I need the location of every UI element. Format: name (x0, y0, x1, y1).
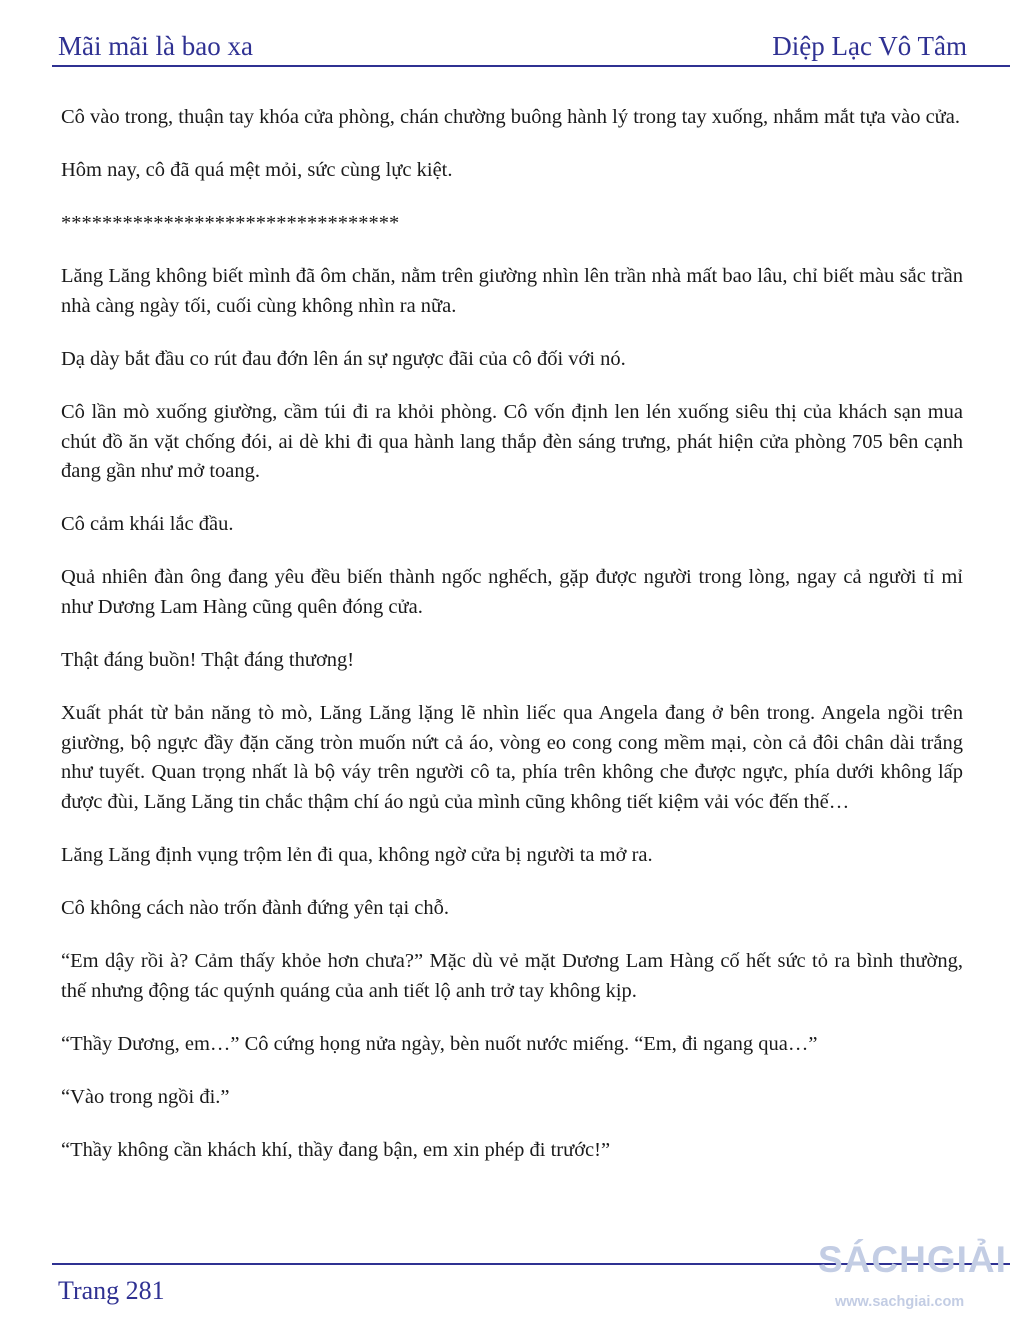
paragraph: Quả nhiên đàn ông đang yêu đều biến thành ngốc nghếch, gặp được người trong lòng, ngay cả người tỉ mỉ như Dương Lam Hàng cũng quên đóng cửa. (61, 566, 963, 619)
paragraph: Cô vào trong, thuận tay khóa cửa phòng, chán chường buông hành lý trong tay xuống, nhắm mắt tựa vào cửa. (61, 106, 960, 128)
paragraph: Dạ dày bắt đầu co rút đau đớn lên án sự ngược đãi của cô đối với nó. (61, 347, 626, 370)
watermark-logo: SÁCHGIẢI (818, 1239, 1007, 1280)
paragraph: “Em dậy rồi à? Cảm thấy khỏe hơn chưa?” Mặc dù vẻ mặt Dương Lam Hàng cố hết sức tỏ ra bình thường, thế nhưng động tác quýnh quáng của anh tiết lộ anh trở tay không kịp. (61, 950, 963, 1002)
paragraph: Thật đáng buồn! Thật đáng thương! (61, 649, 355, 672)
paragraph: Cô cảm khái lắc đầu. (61, 513, 234, 536)
paragraph: “Thầy Dương, em…” Cô cứng họng nửa ngày, bèn nuốt nước miếng. “Em, đi ngang qua…” (61, 1032, 818, 1055)
paragraph: Xuất phát từ bản năng tò mò, Lăng Lăng lặng lẽ nhìn liếc qua Angela đang ở bên trong. Angela ngồi trên giường, bộ ngực đầy đặn căng tròn muốn nứt cả áo, vòng eo cong cong mềm mại, còn cả đôi chân dài trắng như tuyết. Quan trọng nhất là bộ váy trên người cô ta, phía trên không che được ngực, phía dưới không lấp được đùi, Lăng Lăng tin chắc thậm chí áo ngủ của mình cũng không tiết kiệm vải vóc đến thế… (61, 702, 963, 813)
scene-break: ********************************* (61, 212, 400, 235)
header-divider (52, 65, 1010, 67)
page-header (58, 24, 967, 64)
paragraph: Lăng Lăng định vụng trộm lẻn đi qua, không ngờ cửa bị người ta mở ra. (61, 844, 653, 867)
paragraph: Cô lần mò xuống giường, cầm túi đi ra khỏi phòng. Cô vốn định len lén xuống siêu thị của khách sạn mua chút đồ ăn vặt chống đói, ai dè khi đi qua hành lang thắp đèn sáng trưng, phát hiện cửa phòng 705 bên cạnh đang gần như mở toang. (61, 401, 963, 483)
watermark-url: www.sachgiai.com (835, 1294, 965, 1310)
book-title: Mãi mãi là bao xa (58, 31, 253, 61)
watermark (814, 1232, 1020, 1322)
paragraph: Lăng Lăng không biết mình đã ôm chăn, nằm trên giường nhìn lên trần nhà mất bao lâu, chỉ biết màu sắc trần nhà càng ngày tối, cuối cùng không nhìn ra nữa. (61, 265, 963, 317)
paragraph: Cô không cách nào trốn đành đứng yên tại chỗ. (61, 897, 449, 920)
paragraph: Hôm nay, cô đã quá mệt mỏi, sức cùng lực kiệt. (61, 159, 453, 182)
paragraph: “Vào trong ngồi đi.” (61, 1086, 230, 1109)
author-name: Diệp Lạc Vô Tâm (772, 31, 967, 61)
page-number: Trang 281 (58, 1276, 165, 1305)
page-body (61, 103, 963, 1189)
paragraph: “Thầy không cần khách khí, thầy đang bận, em xin phép đi trước!” (61, 1139, 611, 1162)
